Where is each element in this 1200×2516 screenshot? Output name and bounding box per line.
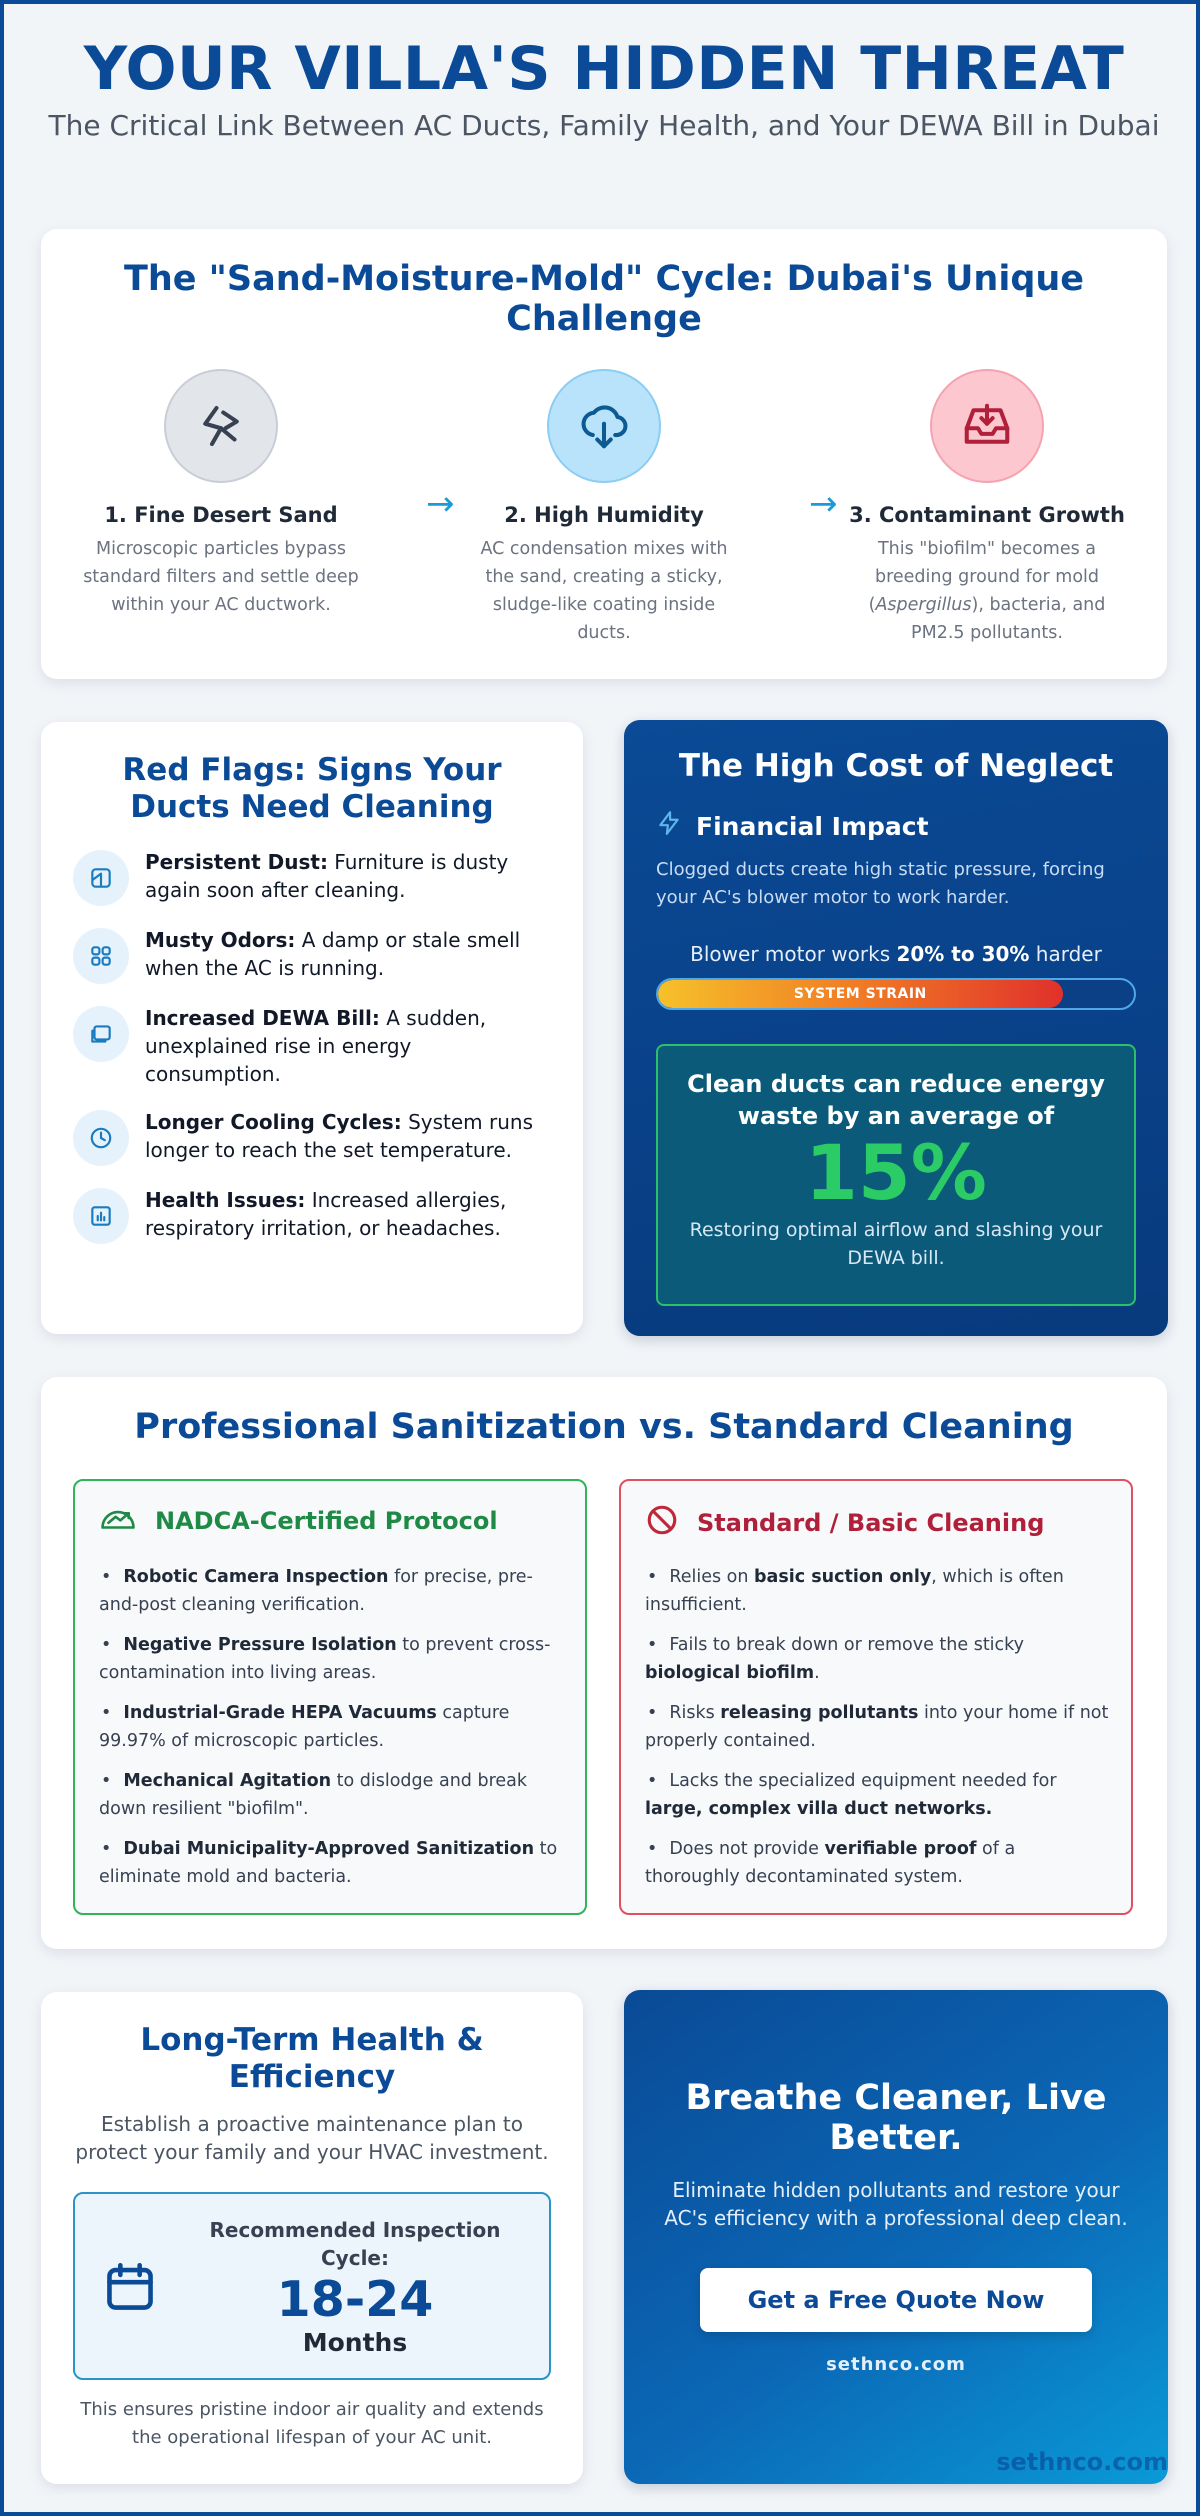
- flag-text: [145, 1004, 553, 1088]
- savings-lead: Clean ducts can reduce energy waste by an average of: [687, 1070, 1105, 1130]
- flag-label: Musty Odors:: [145, 928, 296, 952]
- item-text: into your home if not properly contained.: [645, 1703, 1109, 1751]
- financial-impact-text: Clogged ducts create high static pressure, forcing your AC's blower motor to work harder.: [656, 859, 1105, 908]
- item-text: to dislodge and break down resilient "biofilm".: [99, 1771, 528, 1819]
- arrow-right-icon: →: [426, 484, 455, 524]
- website-link[interactable]: sethnco.com: [826, 2354, 966, 2375]
- long-term-desc: Establish a proactive maintenance plan to protect your family and your HVAC investment.: [75, 2112, 549, 2164]
- item-text: to prevent cross-contamination into living areas.: [99, 1635, 551, 1683]
- step-title: 3. Contaminant Growth: [849, 503, 1125, 527]
- cycle-step-growth: [847, 369, 1127, 647]
- item-bold: Robotic Camera Inspection: [123, 1567, 389, 1587]
- red-flags-title: Red Flags: Signs Your Ducts Need Cleaning: [122, 752, 502, 825]
- item-text: Lacks the specialized equipment needed for: [669, 1771, 1057, 1791]
- cycle-title: The "Sand-Moisture-Mold" Cycle: Dubai's Unique Challenge: [123, 259, 1085, 339]
- long-term-footnote: This ensures pristine indoor air quality and extends the operational lifespan of your AC unit.: [80, 2399, 544, 2448]
- cloud-download-icon: [547, 369, 661, 483]
- list-item: [99, 1699, 565, 1755]
- list-item: [645, 1699, 1111, 1755]
- strain-caption-part: Blower motor works: [690, 942, 897, 966]
- system-strain-label: SYSTEM STRAIN: [793, 986, 927, 1002]
- gauge-icon: [99, 1503, 137, 1539]
- item-bold: large, complex villa duct networks.: [645, 1799, 993, 1819]
- list-item: [73, 1004, 553, 1088]
- grid-icon: [73, 928, 129, 984]
- inspection-cycle-unit: Months: [302, 2328, 408, 2357]
- financial-impact-heading: [656, 810, 929, 842]
- red-flags-list: [73, 848, 553, 1264]
- strain-range: 20% to 30%: [896, 942, 1030, 966]
- item-bold: Industrial-Grade HEPA Vacuums: [123, 1703, 437, 1723]
- arrow-right-icon: →: [809, 484, 838, 524]
- item-text: .: [814, 1663, 820, 1683]
- pro-protocol-list: [99, 1563, 565, 1903]
- strain-caption: [656, 942, 1136, 966]
- watermark: sethnco.com: [996, 2448, 1168, 2476]
- item-text: Risks: [669, 1703, 721, 1723]
- system-strain-fill: [658, 980, 1063, 1008]
- cta-title: Breathe Cleaner, Live Better.: [685, 2078, 1107, 2158]
- step-text-em: Aspergillus: [875, 595, 972, 615]
- red-flags-card: [41, 722, 583, 1334]
- savings-sub: Restoring optimal airflow and slashing your DEWA bill.: [689, 1219, 1103, 1269]
- item-text: Fails to break down or remove the sticky: [669, 1635, 1025, 1655]
- step-title: 1. Fine Desert Sand: [104, 503, 338, 527]
- item-text: capture 99.97% of microscopic particles.: [99, 1703, 510, 1751]
- list-item: [73, 926, 553, 984]
- hero-header: [4, 34, 1200, 144]
- long-term-title: Long-Term Health & Efficiency: [140, 2022, 484, 2095]
- step-text-part: ), bacteria, and PM2.5 pollutants.: [911, 595, 1106, 643]
- calendar-icon: [101, 2258, 159, 2320]
- list-item: [99, 1563, 565, 1619]
- step-text: [847, 535, 1127, 647]
- list-item: [99, 1631, 565, 1687]
- savings-value: 15%: [805, 1128, 987, 1217]
- bill-icon: [73, 1006, 129, 1062]
- step-text: Microscopic particles bypass standard filters and settle deep within your AC ductwork.: [83, 539, 359, 615]
- list-item: [645, 1563, 1111, 1619]
- inspection-cycle-label: Recommended Inspection Cycle:: [209, 2218, 501, 2270]
- item-text: Does not provide: [669, 1839, 825, 1859]
- cta-text: Eliminate hidden pollutants and restore your AC's efficiency with a professional deep clean.: [664, 2178, 1128, 2230]
- sand-icon: [164, 369, 278, 483]
- item-bold: Dubai Municipality-Approved Sanitization: [123, 1839, 535, 1859]
- item-text: , which is often insufficient.: [645, 1567, 1064, 1615]
- inspection-cycle-text: [185, 2216, 525, 2358]
- list-item: [645, 1767, 1111, 1823]
- inspection-cycle-value: 18-24: [276, 2271, 434, 2328]
- step-text: AC condensation mixes with the sand, creating a sticky, sludge-like coating inside ducts.: [480, 539, 728, 643]
- cycle-steps: [81, 369, 1127, 659]
- pro-protocol-title: NADCA-Certified Protocol: [155, 1507, 498, 1535]
- flag-label: Persistent Dust:: [145, 850, 328, 874]
- list-item: [73, 848, 553, 906]
- inbox-icon: [930, 369, 1044, 483]
- flag-text: [145, 1108, 553, 1164]
- flag-desc: Increased allergies, respiratory irritation, or headaches.: [145, 1188, 507, 1240]
- item-text: to eliminate mold and bacteria.: [99, 1839, 558, 1887]
- flag-label: Longer Cooling Cycles:: [145, 1110, 402, 1134]
- item-text: for precise, pre-and-post cleaning verification.: [99, 1567, 533, 1615]
- list-item: [99, 1835, 565, 1891]
- get-quote-button[interactable]: Get a Free Quote Now: [700, 2268, 1092, 2332]
- chart-icon: [73, 1188, 129, 1244]
- savings-box: [656, 1044, 1136, 1306]
- flag-text: [145, 926, 553, 982]
- list-item: [645, 1835, 1111, 1891]
- flag-label: Increased DEWA Bill:: [145, 1006, 380, 1030]
- basic-cleaning-list: [645, 1563, 1111, 1903]
- comparison-title: Professional Sanitization vs. Standard Cleaning: [134, 1407, 1074, 1447]
- basic-cleaning-title: Standard / Basic Cleaning: [697, 1509, 1045, 1537]
- basic-cleaning-column: [619, 1479, 1133, 1915]
- basic-cleaning-heading: [645, 1503, 1044, 1543]
- cycle-step-sand: [81, 369, 361, 619]
- prohibited-icon: [645, 1503, 679, 1543]
- item-bold: Mechanical Agitation: [123, 1771, 332, 1791]
- long-term-card: [41, 1992, 583, 2484]
- flag-text: [145, 848, 553, 904]
- list-item: [99, 1767, 565, 1823]
- flag-desc: System runs longer to reach the set temperature.: [145, 1110, 534, 1162]
- item-text: Relies on: [669, 1567, 754, 1587]
- system-strain-bar: [656, 978, 1136, 1010]
- list-item: [73, 1186, 553, 1244]
- strain-caption-part: harder: [1029, 942, 1102, 966]
- flag-desc: A sudden, unexplained rise in energy consumption.: [145, 1006, 487, 1086]
- lightning-icon: [656, 810, 682, 842]
- cycle-card: [41, 229, 1167, 679]
- list-item: [645, 1631, 1111, 1687]
- flag-text: [145, 1186, 553, 1242]
- item-bold: biological biofilm: [645, 1663, 815, 1683]
- comparison-card: [41, 1377, 1167, 1949]
- step-title: 2. High Humidity: [504, 503, 704, 527]
- cost-card: [624, 720, 1168, 1336]
- inspection-cycle-box: [73, 2192, 551, 2380]
- dust-icon: [73, 850, 129, 906]
- item-bold: basic suction only: [754, 1567, 932, 1587]
- pro-protocol-column: [73, 1479, 587, 1915]
- list-item: [73, 1108, 553, 1166]
- page-subtitle: The Critical Link Between AC Ducts, Family Health, and Your DEWA Bill in Dubai: [48, 109, 1160, 142]
- flag-desc: A damp or stale smell when the AC is running.: [145, 928, 521, 980]
- step-text-part: This "biofilm" becomes a breeding ground for mold (: [868, 539, 1099, 615]
- page-title: YOUR VILLA'S HIDDEN THREAT: [83, 34, 1125, 104]
- item-bold: releasing pollutants: [720, 1703, 919, 1723]
- financial-impact-title: Financial Impact: [696, 811, 929, 841]
- cta-card: [624, 1990, 1168, 2484]
- clock-icon: [73, 1110, 129, 1166]
- cycle-step-humidity: [464, 369, 744, 647]
- flag-desc: Furniture is dusty again soon after cleaning.: [145, 850, 509, 902]
- item-bold: verifiable proof: [824, 1839, 977, 1859]
- cost-title: The High Cost of Neglect: [678, 748, 1114, 784]
- item-text: of a thoroughly decontaminated system.: [645, 1839, 1016, 1887]
- pro-protocol-heading: [99, 1503, 498, 1539]
- flag-label: Health Issues:: [145, 1188, 306, 1212]
- item-bold: Negative Pressure Isolation: [123, 1635, 397, 1655]
